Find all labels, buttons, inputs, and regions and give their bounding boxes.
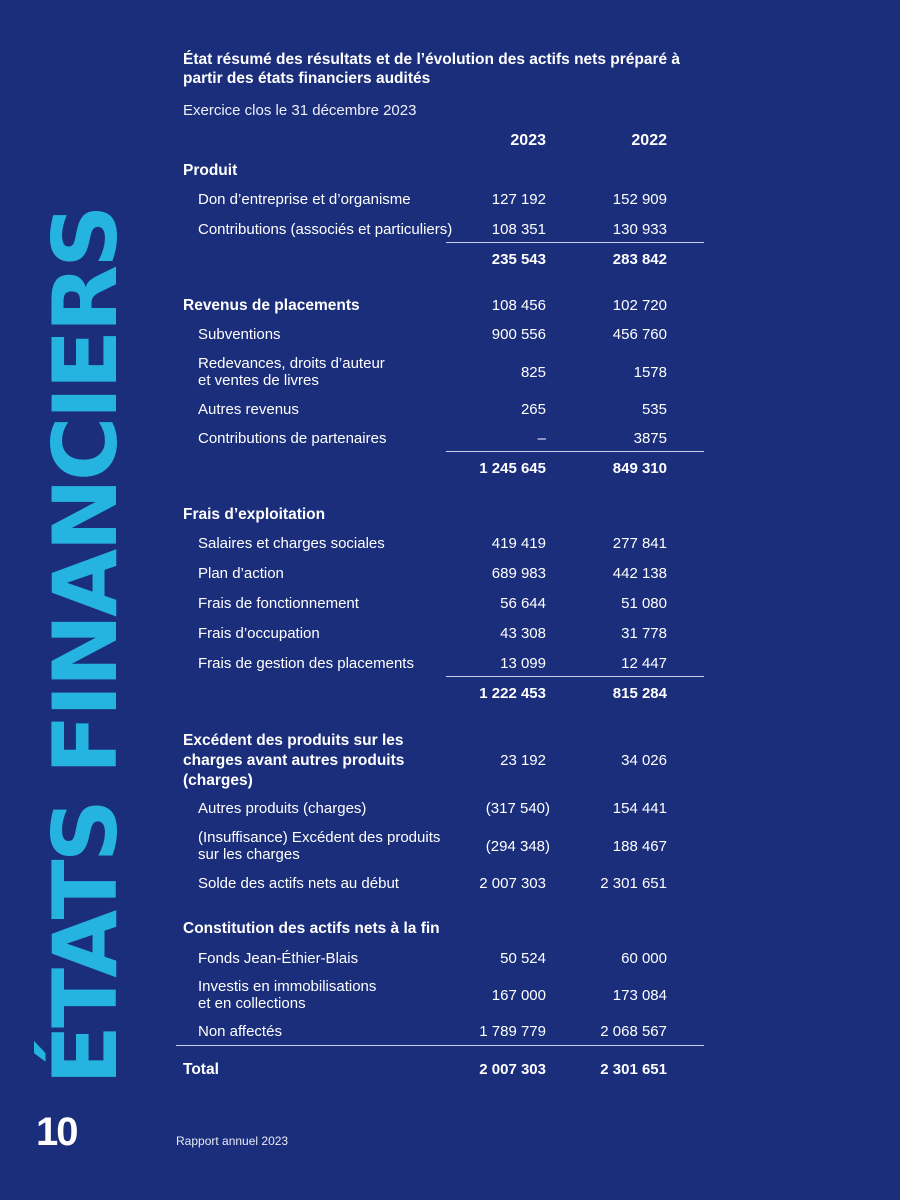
value-2022: 102 720	[612, 297, 667, 314]
value-2023: 900 556	[491, 326, 546, 343]
value-2022: 154 441	[612, 800, 667, 817]
value-2023: 265	[520, 401, 546, 418]
row-label: Non affectés	[198, 1023, 282, 1040]
value-2023: 56 644	[500, 595, 546, 612]
value-2023: 825	[520, 364, 546, 381]
row-label: Plan d’action	[198, 565, 284, 582]
row-label-line1: (Insuffisance) Excédent des produits	[198, 829, 441, 846]
row-label: Frais d’occupation	[198, 625, 320, 642]
value-2023: –	[537, 430, 546, 447]
row-label	[198, 978, 376, 1012]
heading-line1: Excédent des produits sur les	[183, 732, 404, 749]
value-2023: 50 524	[500, 950, 546, 967]
value-2023: 167 000	[491, 987, 546, 1004]
value-2023: 1 789 779	[479, 1023, 546, 1040]
page-number: 10	[36, 1110, 77, 1154]
column-header-2022: 2022	[631, 132, 667, 149]
statement-title: État résumé des résultats et de l’évolution des actifs nets préparé à partir des états financiers audités	[183, 51, 681, 87]
row-label: Contributions de partenaires	[198, 430, 387, 447]
total-2023: 2 007 303	[479, 1061, 546, 1078]
value-2022: 535	[641, 401, 667, 418]
value-2023: 43 308	[500, 625, 546, 642]
row-label: Fonds Jean-Éthier-Blais	[198, 950, 359, 967]
value-2022: 3875	[633, 430, 667, 447]
subtotal-2022: 815 284	[612, 685, 667, 702]
row-label: Contributions (associés et particuliers)	[198, 221, 453, 238]
value-2023: 13 099	[500, 655, 546, 672]
value-2022: 51 080	[621, 595, 667, 612]
heading-line3: (charges)	[183, 772, 253, 789]
value-2023: 689 983	[491, 565, 546, 582]
subtotal-2023: 1 245 645	[479, 460, 546, 477]
row-label	[198, 829, 440, 863]
value-2022: 2 068 567	[600, 1023, 667, 1040]
value-2022: 12 447	[621, 655, 667, 672]
row-label: Frais de fonctionnement	[198, 595, 359, 612]
section-heading-constitution: Constitution des actifs nets à la fin	[183, 920, 440, 937]
value-2023: (317 540)	[485, 800, 550, 817]
value-2022: 34 026	[621, 752, 667, 769]
row-label-line2: sur les charges	[198, 846, 300, 863]
value-2022: 152 909	[612, 191, 667, 208]
column-header-2023: 2023	[510, 132, 546, 149]
subtotal-2023: 1 222 453	[479, 685, 546, 702]
row-label	[198, 355, 385, 389]
subtotal-2023: 235 543	[491, 251, 546, 268]
value-2022: 130 933	[612, 221, 667, 238]
row-label-line1: Investis en immobilisations	[198, 978, 377, 995]
value-2023: 23 192	[500, 752, 546, 769]
row-label: Don d’entreprise et d’organisme	[198, 191, 411, 208]
side-title: ÉTATS FINANCIERS	[34, 207, 137, 1085]
section-heading-frais: Frais d’exploitation	[183, 506, 326, 523]
value-2023: 127 192	[491, 191, 546, 208]
value-2023: 419 419	[491, 535, 546, 552]
value-2022: 277 841	[612, 535, 667, 552]
row-label: Autres revenus	[198, 401, 299, 418]
value-2022: 2 301 651	[600, 875, 667, 892]
value-2023: (294 348)	[485, 838, 550, 855]
value-2022: 1578	[633, 364, 667, 381]
footer-text: Rapport annuel 2023	[176, 1134, 289, 1148]
row-label: Subventions	[198, 326, 281, 343]
value-2023: 2 007 303	[479, 875, 546, 892]
subtotal-divider	[446, 451, 704, 452]
statement-subtitle: Exercice clos le 31 décembre 2023	[183, 102, 417, 119]
section-heading-produit: Produit	[183, 162, 238, 179]
value-2022: 31 778	[621, 625, 667, 642]
value-2023: 108 351	[491, 221, 546, 238]
value-2023: 108 456	[491, 297, 546, 314]
value-2022: 442 138	[612, 565, 667, 582]
row-label: Solde des actifs nets au début	[198, 875, 399, 892]
row-label: Frais de gestion des placements	[198, 655, 414, 672]
row-label-line2: et en collections	[198, 995, 306, 1012]
subtotal-2022: 283 842	[612, 251, 667, 268]
row-label: Autres produits (charges)	[198, 800, 367, 817]
total-label: Total	[183, 1061, 219, 1078]
section-heading-revenus: Revenus de placements	[183, 297, 360, 314]
value-2022: 188 467	[612, 838, 667, 855]
subtotal-divider	[446, 676, 704, 677]
subtotal-divider	[446, 242, 704, 243]
row-label-line2: et ventes de livres	[198, 372, 319, 389]
row-label-line1: Redevances, droits d’auteur	[198, 355, 385, 372]
value-2022: 173 084	[612, 987, 667, 1004]
total-divider	[176, 1045, 704, 1046]
value-2022: 456 760	[612, 326, 667, 343]
row-label: Salaires et charges sociales	[198, 535, 385, 552]
total-2022: 2 301 651	[600, 1061, 667, 1078]
heading-line2: charges avant autres produits	[183, 752, 405, 769]
section-heading-excedent	[183, 731, 404, 791]
value-2022: 60 000	[621, 950, 667, 967]
subtotal-2022: 849 310	[612, 460, 667, 477]
